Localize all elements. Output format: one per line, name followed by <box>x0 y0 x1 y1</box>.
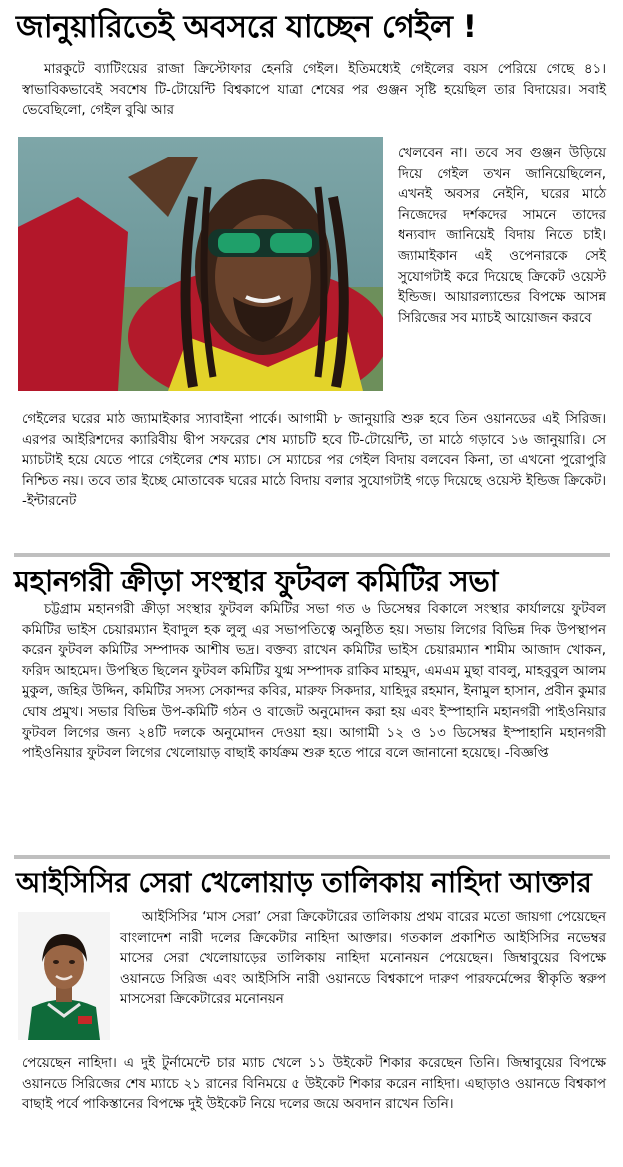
gayle-side-text: খেলবেন না। তবে সব গুঞ্জন উড়িয়ে দিয়ে গেইল তখন জানিয়েছিলেন, এখনই অবসর নেইনি, ঘরের মাঠে নিজেদের দর্শকদের সামনে তাদের ধন্যবাদ জানিয়েই বিদায় নিতে চাই। জ্যামাইকান এই ওপেনারকে সেই সুযোগটাই করে দিয়েছে ক্রিকেট ওয়েস্ট ইন্ডিজ। আয়ারল্যান্ডের বিপক্ষে আসন্ন সিরিজের সব ম্যাচই আয়োজন করবে <box>398 146 606 326</box>
nahida-rest <box>22 1054 606 1116</box>
headline-football-committee: মহানগরী ক্রীড়া সংস্থার ফুটবল কমিটির সভা <box>14 564 498 598</box>
football-committee-body <box>22 600 606 765</box>
nahida-rest-text: পেয়েছেন নাহিদা। এ দুই টুর্নামেন্টে চার ম্যাচ খেলে ১১ উইকেট শিকার করেছেন তিনি। জিম্বাবুয়ের বিপক্ষে ওয়ানডে সিরিজের শেষ ম্যাচে ২১ রানের বিনিময়ে ৫ উইকেট শিকার করেন নাহিদা। এছাড়াও ওয়ানডে বিশ্বকাপ বাছাই পর্বে পাকিস্তানের বিপক্ষে দুই উইকেট নিয়ে দলের জয়ে অবদান রাখেন তিনি। <box>22 1056 606 1113</box>
football-committee-text: চট্টগ্রাম মহানগরী ক্রীড়া সংস্থার ফুটবল কমিটির সভা গত ৬ ডিসেম্বর বিকালে সংস্থার কার্যালয়ে ফুটবল কমিটির ভাইস চেয়ারম্যান ইবাদুল হক লুলু এর সভাপতিত্বে অনুষ্ঠিত হয়। সভায় লিগের বিভিন্ন দিক উপস্থাপন করেন ফুটবল কমিটির সম্পাদক আশীষ ভদ্র। বক্তব্য রাখেন কমিটির ভাইস চেয়ারম্যান শামীম আজাদ খোকন, ফরিদ আহমেদ। উপস্থিত ছিলেন ফুটবল কমিটির যুগ্ম সম্পাদক রাকিব মাহমুদ, এমএম মুছা বাবলু, মাহবুবুল আলম মুকুল, জহির উদ্দিন, কমিটির সদস্য সেকান্দর কবির, মারুফ সিকদার, যাহিদুর রহমান, ইনামুল হাসান, প্রবীন কুমার ঘোষ প্রমুখ। সভার বিভিন্ন উপ-কমিটি গঠন ও বাজেট অনুমোদন করা হয় এবং ইস্পাহানি মহানগরী পাইওনিয়ার ফুটবল লিগের জন্য ২৪টি দলকে অনুমোদন দেওয়া হয়। আগামী ১২ ও ১৩ ডিসেম্বর ইস্পাহানি মহানগরী পাইওনিয়ার ফুটবল লিগের খেলোয়াড় বাছাই কার্যক্রম শুরু হতে পারে বলে জানানো হয়েছে। -বিজ্ঞপ্তি <box>22 602 606 762</box>
gayle-rest <box>22 410 606 513</box>
nahida-photo <box>18 912 110 1040</box>
headline-gayle: জানুয়ারিতেই অবসরে যাচ্ছেন গেইল ! <box>16 9 477 45</box>
article-gayle <box>0 0 623 548</box>
nahida-side-column <box>120 908 606 1011</box>
gayle-intro <box>22 60 606 122</box>
nahida-side-text: আইসিসির ‘মাস সেরা’ সেরা ক্রিকেটারের তালিকায় প্রথম বারের মতো জায়গা পেয়েছেন বাংলাদেশ নারী দলের ক্রিকেটার নাহিদা আক্তার। গতকাল প্রকাশিত আইসিসির নভেম্বর মাসের সেরা খেলোয়াড়ের তালিকায় নাহিদা মনোনয়ন পেয়েছেন। জিম্বাবুয়ের বিপক্ষে ওয়ানডে সিরিজ এবং আইসিসি নারী ওয়ানডে বিশ্বকাপে দারুণ পারফর্মেন্সের স্বীকৃতি স্বরুপ মাসসেরা ক্রিকেটারের মনোনয়ন <box>120 910 606 1008</box>
gayle-rest-text: গেইলের ঘরের মাঠ জ্যামাইকার স্যাবাইনা পার্কে। আগামী ৮ জানুয়ারি শুরু হবে তিন ওয়ানডের এই সিরিজ। এরপর আইরিশদের ক্যারিবীয় দ্বীপ সফরের শেষ ম্যাচটি হবে টি-টোয়েন্টি, তা মাঠে গড়াবে ১৬ জানুয়ারি। সে ম্যাচটাই হয়ে যেতে পারে গেইলের শেষ ম্যাচ। সে ম্যাচের পর গেইল বিদায় বলবেন কিনা, তা এখনো পুরোপুরি নিশ্চিত নয়। তবে তার ইচ্ছে মোতাবেক ঘরের মাঠে বিদায় বলার সুযোগটাই গড়ে দিয়েছে ওয়েস্ট ইন্ডিজ ক্রিকেট। -ইন্টারনেট <box>22 412 606 510</box>
article-nahida <box>0 862 623 1167</box>
article-football-committee <box>0 560 623 850</box>
section-divider <box>14 553 610 557</box>
section-divider <box>14 855 610 859</box>
gayle-side-column <box>398 144 606 329</box>
gayle-intro-text: মারকুটে ব্যাটিংয়ের রাজা ক্রিস্টোফার হেনরি গেইল। ইতিমধ্যেই গেইলের বয়স পেরিয়ে গেছে ৪১। স্বাভাবিকভাবেই সবশেষ টি-টোয়েন্টি বিশ্বকাপে যাত্রা শেষের পর গুঞ্জন সৃষ্টি হয়েছিল তার বিদায়ের। সবাই ভেবেছিলো, গেইল বুঝি আর <box>22 62 606 119</box>
headline-nahida: আইসিসির সেরা খেলোয়াড় তালিকায় নাহিদা আক্তার <box>16 866 592 899</box>
gayle-photo <box>18 137 383 391</box>
